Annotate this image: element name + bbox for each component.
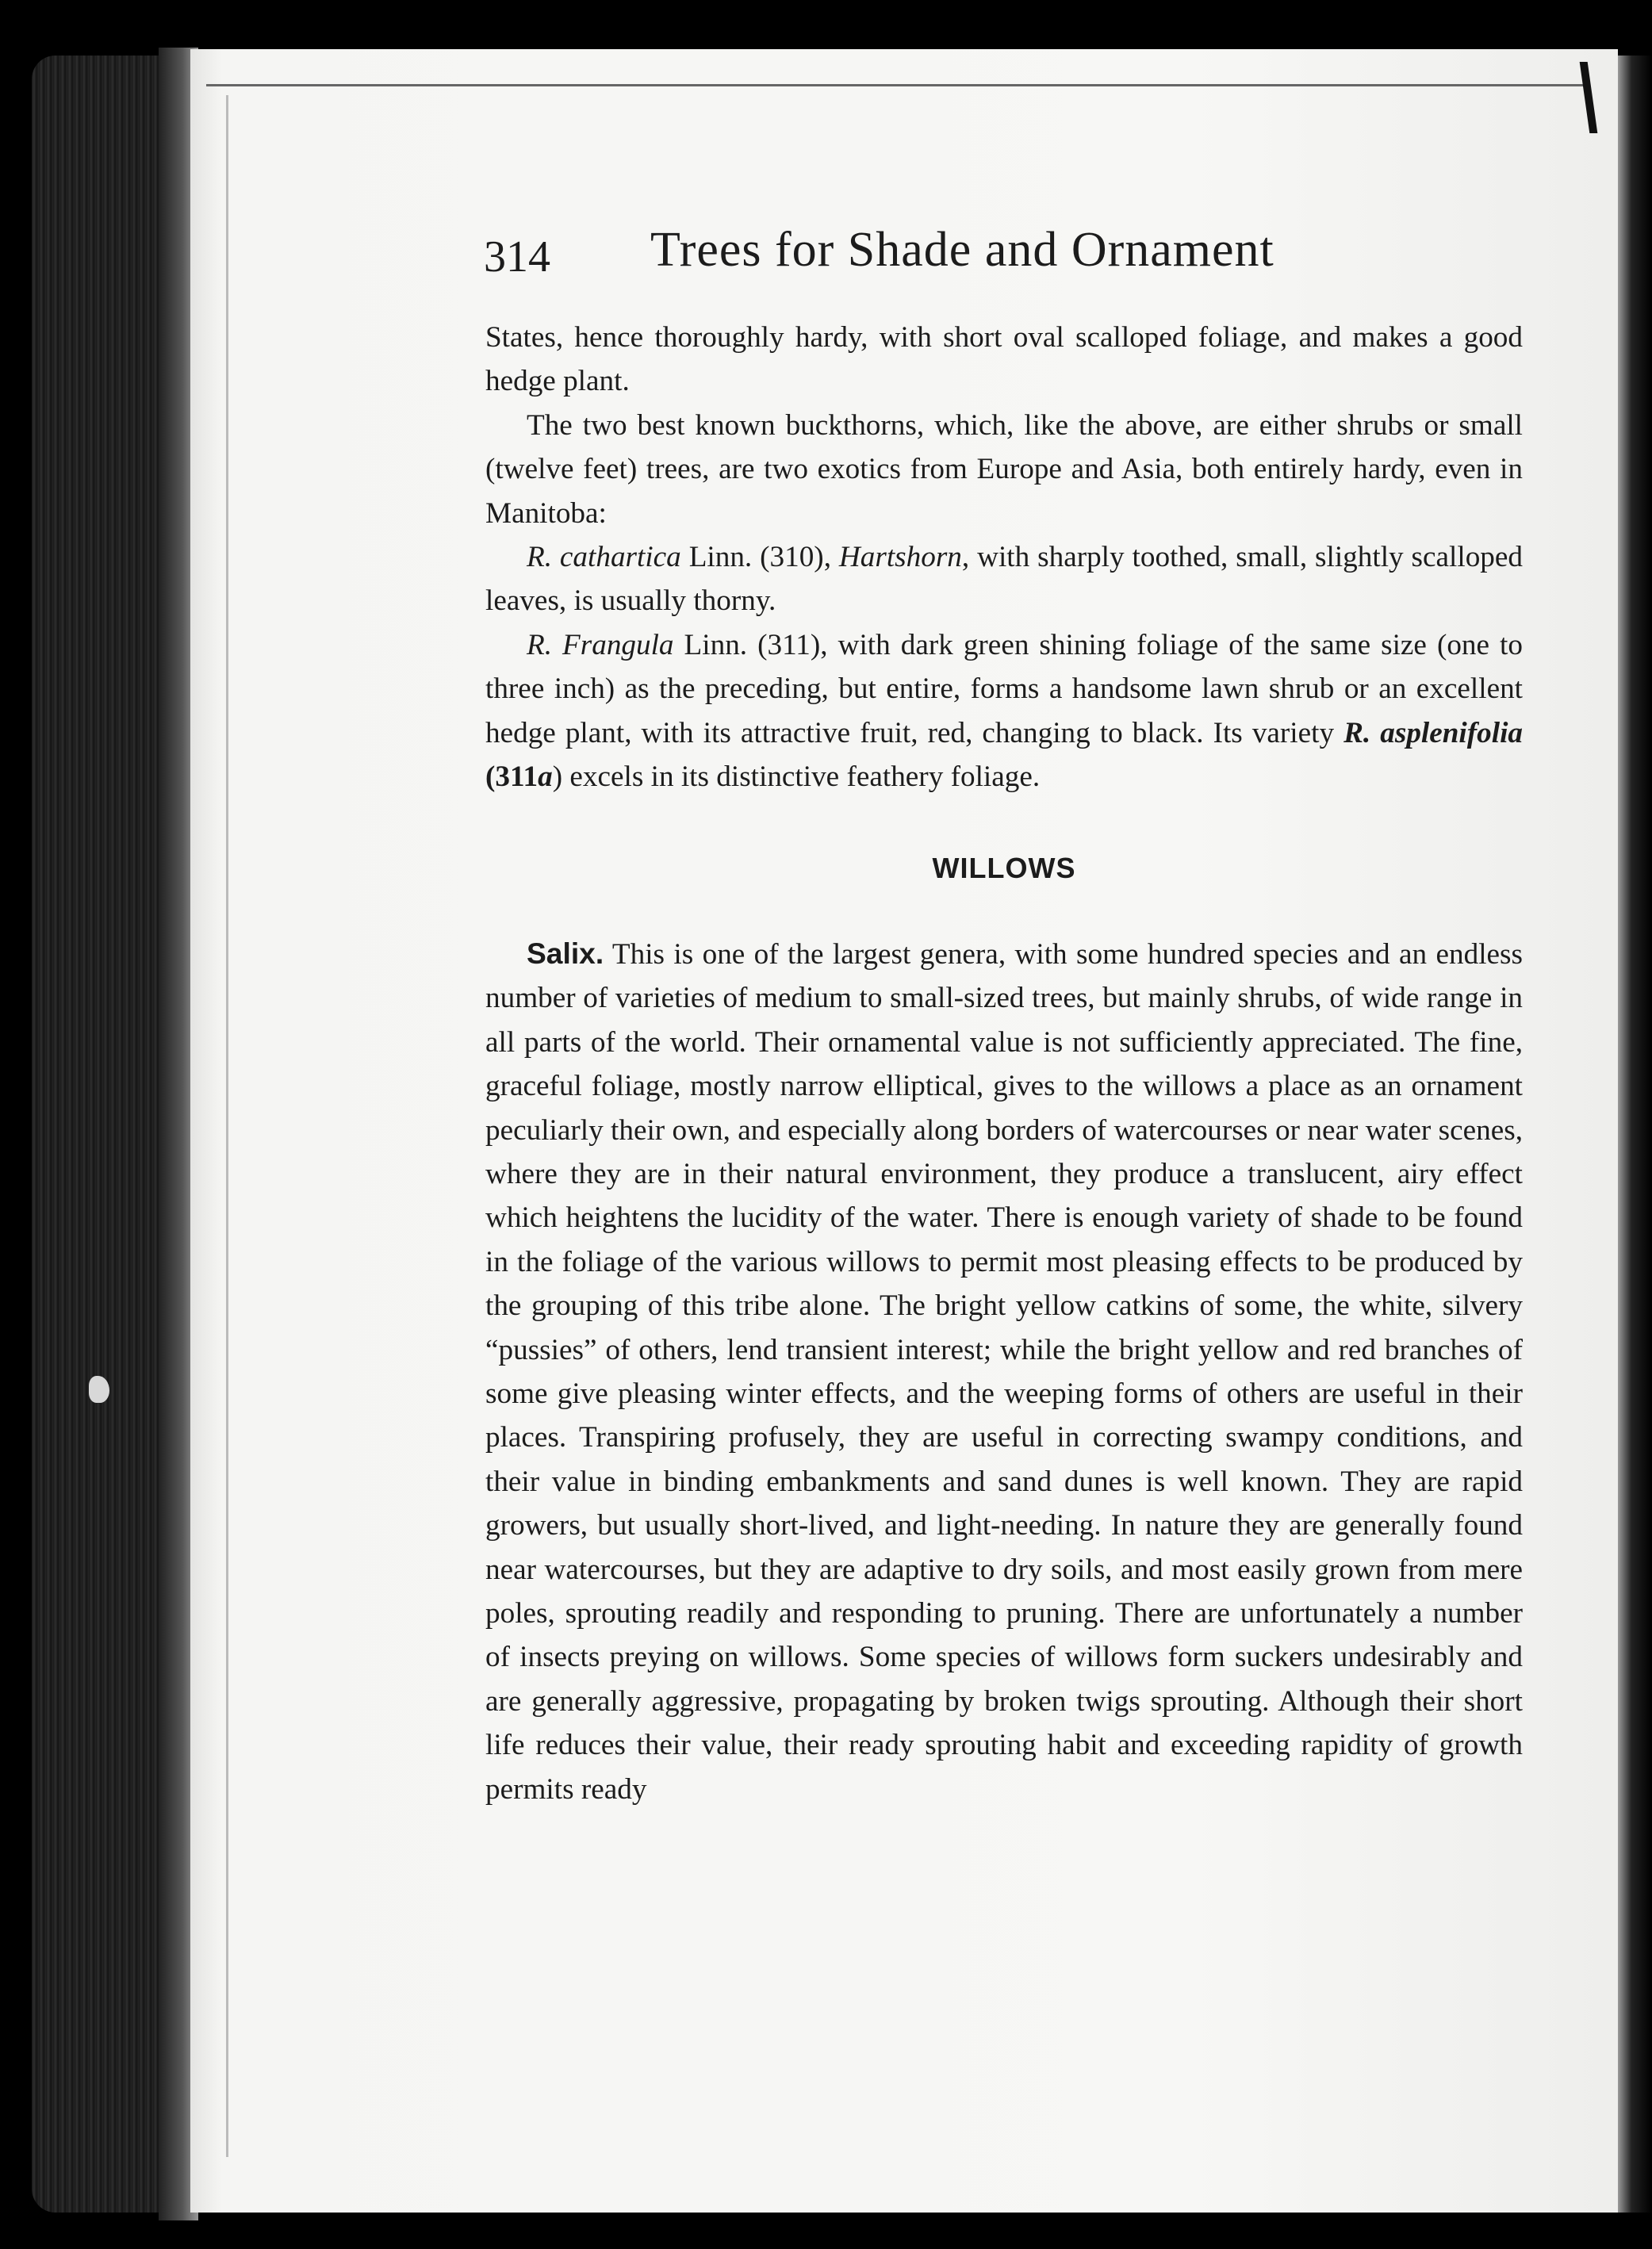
page-top-rule xyxy=(206,84,1586,86)
species-name: R. cathartica xyxy=(527,541,681,574)
species-description: , with sharply toothed, small, slightly scalloped leaves, is usually thorny. xyxy=(485,541,1523,618)
page-left-rule xyxy=(226,95,228,2157)
species-author: Linn. (310), xyxy=(680,541,839,574)
page-number: 314 xyxy=(484,232,550,282)
common-name: Hartshorn xyxy=(838,541,962,574)
variety-number: (311 xyxy=(485,761,539,794)
variety-name: R. asplenifolia xyxy=(1343,716,1523,749)
genus-label: Salix. xyxy=(527,936,604,970)
paragraph-buckthorns: The two best known buckthorns, which, like the above, are either shrubs or small (twelve feet) trees, are two exotics from Europe and Asia, both entirely hardy, even in Manitoba: xyxy=(485,408,1523,530)
page-right-edge xyxy=(1618,56,1652,2213)
paragraph-r-cathartica xyxy=(485,535,1523,623)
running-head xyxy=(484,222,1372,301)
body-text xyxy=(485,316,1523,1811)
section-heading: WILLOWS xyxy=(932,852,1076,885)
paragraph-continuation: States, hence thoroughly hardy, with short oval scalloped foliage, and makes a good hedge plant. xyxy=(485,321,1523,398)
variety-suffix: a xyxy=(538,761,553,794)
genus-description: This is one of the largest genera, with some hundred species and an endless number of varieties of medium to small-sized trees, but mainly shrubs, of wide range in all parts of the world. Their ornamental value is not sufficiently appreciated. The fine, graceful foliage, mostly narrow elliptical, gives to the willows a place as an ornament peculiarly their own, and especially along borders of watercourses or near water scenes, where they are in their natural environment, they produce a translucent, airy effect which heightens the lucidity of the water. There is enough variety of shade to be found in the foliage of the various willows to permit most pleasing effects to be produced by the grouping of this tribe alone. The bright yellow catkins of some, the white, silvery “pussies” of others, lend transient interest; while the bright yellow and red branches of some give pleasing winter effects, and the weeping forms of others are useful in their places. Transpiring profusely, they are useful in correcting swampy conditions, and their value in binding embankments and sand dunes is well known. They are rapid growers, but usually short-lived, and light-needing. In nature they are generally found near watercourses, but they are adaptive to dry soils, and most easily grown from mere poles, sprouting readily and responding to pruning. There are unfortunately a number of insects preying on willows. Some species of willows form suckers undesirably and are generally aggressive, propagating by broken twigs sprouting. Although their short life reduces their value, their ready sprouting habit and exceeding rapidity of growth permits ready xyxy=(485,937,1523,1806)
scan-blemish xyxy=(89,1376,109,1403)
variety-description: ) excels in its distinctive feathery foliage. xyxy=(552,761,1041,794)
running-title: Trees for Shade and Ornament xyxy=(650,223,1274,277)
species-name: R. Frangula xyxy=(527,628,674,661)
paragraph-r-frangula xyxy=(485,623,1523,799)
paragraph-salix xyxy=(485,932,1523,1811)
species-description: Linn. (311), with dark green shining foliage of the same size (one to three inch) as the preceding, but entire, forms a handsome lawn shrub or an excellent hedge plant, with its attractive fruit, red, changing to black. Its variety xyxy=(485,628,1523,749)
